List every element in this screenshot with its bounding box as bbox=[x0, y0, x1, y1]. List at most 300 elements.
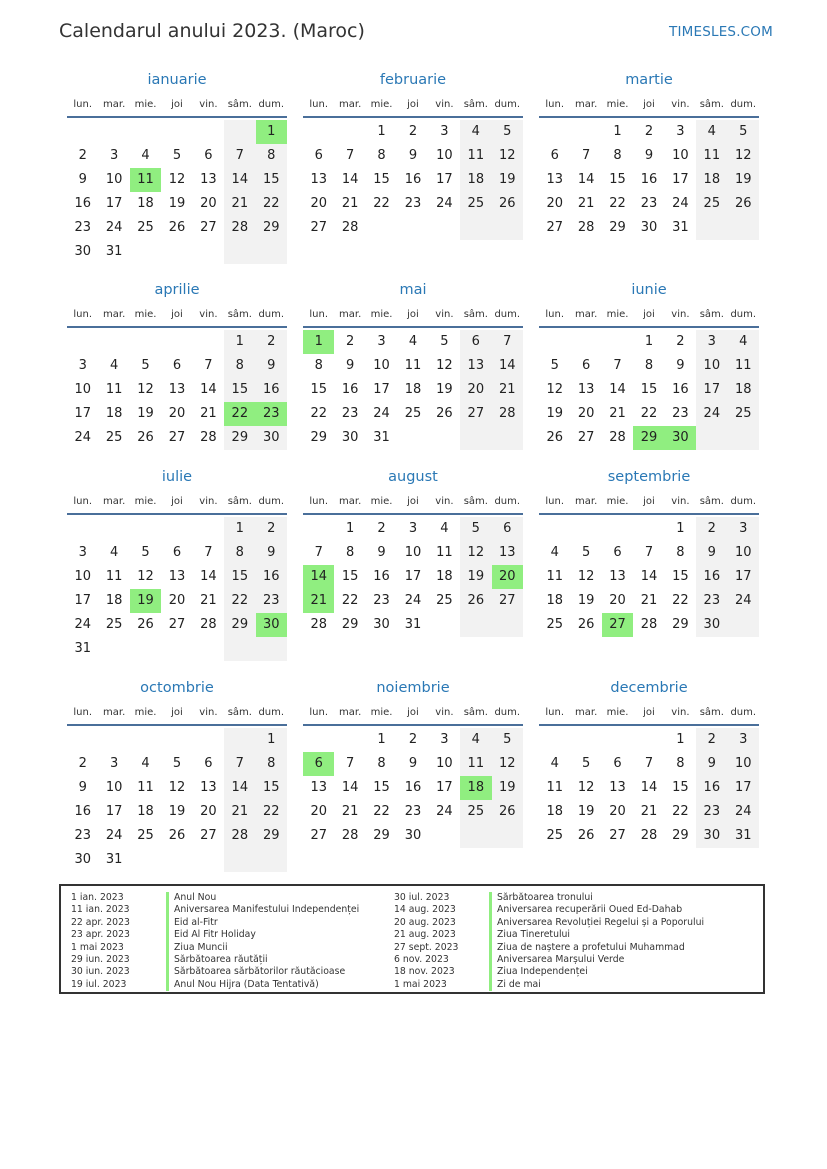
day-cell[interactable]: 9 bbox=[696, 541, 727, 565]
day-cell[interactable]: 2 bbox=[408, 732, 418, 747]
day-cell[interactable]: 22 bbox=[672, 804, 689, 819]
day-cell[interactable]: 12 bbox=[436, 358, 453, 373]
day-cell[interactable]: 4 bbox=[550, 756, 559, 771]
day-cell[interactable]: 27 bbox=[460, 402, 491, 426]
day-cell[interactable]: 4 bbox=[141, 148, 150, 163]
day-cell[interactable]: 2 bbox=[78, 756, 87, 771]
day-cell[interactable]: 25 bbox=[546, 617, 563, 632]
day-cell[interactable]: 10 bbox=[672, 148, 689, 163]
day-cell[interactable]: 21 bbox=[341, 804, 359, 819]
day-cell[interactable]: 3 bbox=[408, 521, 418, 536]
day-cell[interactable]: 13 bbox=[609, 569, 626, 584]
day-cell[interactable]: 19 bbox=[546, 406, 563, 421]
day-cell[interactable]: 15 bbox=[609, 172, 626, 187]
day-cell[interactable]: 28 bbox=[640, 617, 658, 632]
day-cell[interactable]: 7 bbox=[314, 545, 323, 560]
day-cell[interactable]: 3 bbox=[440, 124, 449, 139]
day-cell[interactable]: 3 bbox=[728, 517, 759, 541]
day-cell[interactable]: 29 bbox=[310, 430, 327, 445]
day-cell[interactable]: 15 bbox=[341, 569, 359, 584]
day-cell[interactable]: 3 bbox=[78, 358, 87, 373]
day-cell[interactable]: 8 bbox=[377, 148, 386, 163]
day-cell[interactable]: 26 bbox=[168, 828, 186, 843]
day-cell[interactable]: 25 bbox=[728, 402, 759, 426]
day-cell[interactable]: 26 bbox=[492, 192, 523, 216]
day-cell[interactable]: 21 bbox=[577, 196, 595, 211]
day-cell[interactable]: 14 bbox=[303, 565, 334, 589]
day-cell[interactable]: 22 bbox=[256, 800, 287, 824]
day-cell[interactable]: 28 bbox=[492, 402, 523, 426]
day-cell[interactable]: 27 bbox=[310, 220, 327, 235]
day-cell[interactable]: 21 bbox=[224, 192, 255, 216]
day-cell[interactable]: 22 bbox=[224, 402, 255, 426]
day-cell[interactable]: 2 bbox=[256, 330, 287, 354]
day-cell[interactable]: 19 bbox=[728, 168, 759, 192]
day-cell[interactable]: 16 bbox=[404, 172, 422, 187]
day-cell[interactable]: 10 bbox=[696, 354, 727, 378]
day-cell[interactable]: 26 bbox=[577, 617, 595, 632]
day-cell[interactable]: 4 bbox=[440, 521, 449, 536]
day-cell[interactable]: 13 bbox=[200, 172, 217, 187]
day-cell[interactable]: 26 bbox=[728, 192, 759, 216]
day-cell[interactable]: 24 bbox=[74, 617, 91, 632]
day-cell[interactable]: 18 bbox=[460, 776, 491, 800]
day-cell[interactable]: 17 bbox=[74, 406, 91, 421]
day-cell[interactable]: 21 bbox=[640, 804, 658, 819]
day-cell[interactable]: 8 bbox=[613, 148, 622, 163]
day-cell[interactable]: 27 bbox=[310, 828, 327, 843]
day-cell[interactable]: 2 bbox=[696, 517, 727, 541]
day-cell[interactable]: 15 bbox=[224, 378, 255, 402]
day-cell[interactable]: 5 bbox=[141, 545, 150, 560]
day-cell[interactable]: 24 bbox=[672, 196, 689, 211]
day-cell[interactable]: 25 bbox=[696, 192, 727, 216]
day-cell[interactable]: 24 bbox=[728, 589, 759, 613]
day-cell[interactable]: 14 bbox=[200, 382, 217, 397]
day-cell[interactable]: 27 bbox=[168, 430, 186, 445]
day-cell[interactable]: 15 bbox=[640, 382, 658, 397]
day-cell[interactable]: 31 bbox=[105, 244, 123, 259]
day-cell[interactable]: 31 bbox=[105, 852, 123, 867]
day-cell[interactable]: 21 bbox=[492, 378, 523, 402]
day-cell[interactable]: 11 bbox=[436, 545, 453, 560]
day-cell[interactable]: 6 bbox=[172, 358, 182, 373]
day-cell[interactable]: 7 bbox=[644, 545, 654, 560]
day-cell[interactable]: 8 bbox=[644, 358, 654, 373]
day-cell[interactable]: 30 bbox=[696, 613, 727, 637]
day-cell[interactable]: 5 bbox=[440, 334, 449, 349]
day-cell[interactable]: 13 bbox=[310, 172, 327, 187]
day-cell[interactable]: 27 bbox=[492, 589, 523, 613]
day-cell[interactable]: 3 bbox=[78, 545, 87, 560]
day-cell[interactable]: 17 bbox=[672, 172, 689, 187]
day-cell[interactable]: 7 bbox=[581, 148, 591, 163]
day-cell[interactable]: 27 bbox=[200, 828, 217, 843]
day-cell[interactable]: 22 bbox=[373, 804, 390, 819]
day-cell[interactable]: 22 bbox=[640, 406, 658, 421]
day-cell[interactable]: 27 bbox=[602, 613, 633, 637]
day-cell[interactable]: 8 bbox=[256, 144, 287, 168]
day-cell[interactable]: 7 bbox=[224, 752, 255, 776]
day-cell[interactable]: 4 bbox=[141, 756, 150, 771]
day-cell[interactable]: 16 bbox=[696, 776, 727, 800]
day-cell[interactable]: 28 bbox=[200, 430, 217, 445]
day-cell[interactable]: 30 bbox=[640, 220, 658, 235]
day-cell[interactable]: 8 bbox=[314, 358, 323, 373]
day-cell[interactable]: 17 bbox=[436, 780, 453, 795]
day-cell[interactable]: 14 bbox=[577, 172, 595, 187]
day-cell[interactable]: 13 bbox=[546, 172, 563, 187]
day-cell[interactable]: 1 bbox=[256, 728, 287, 752]
day-cell[interactable]: 17 bbox=[436, 172, 453, 187]
day-cell[interactable]: 9 bbox=[377, 545, 386, 560]
day-cell[interactable]: 1 bbox=[303, 330, 334, 354]
day-cell[interactable]: 23 bbox=[341, 406, 359, 421]
day-cell[interactable]: 16 bbox=[640, 172, 658, 187]
day-cell[interactable]: 20 bbox=[546, 196, 563, 211]
day-cell[interactable]: 30 bbox=[256, 426, 287, 450]
day-cell[interactable]: 28 bbox=[341, 828, 359, 843]
day-cell[interactable]: 24 bbox=[436, 804, 453, 819]
day-cell[interactable]: 14 bbox=[341, 780, 359, 795]
day-cell[interactable]: 29 bbox=[672, 617, 689, 632]
day-cell[interactable]: 12 bbox=[168, 172, 186, 187]
day-cell[interactable]: 30 bbox=[665, 426, 696, 450]
day-cell[interactable]: 2 bbox=[78, 148, 87, 163]
day-cell[interactable]: 26 bbox=[546, 430, 563, 445]
day-cell[interactable]: 9 bbox=[256, 541, 287, 565]
day-cell[interactable]: 6 bbox=[303, 752, 334, 776]
day-cell[interactable]: 23 bbox=[404, 804, 422, 819]
day-cell[interactable]: 24 bbox=[728, 800, 759, 824]
day-cell[interactable]: 13 bbox=[168, 569, 186, 584]
day-cell[interactable]: 29 bbox=[609, 220, 626, 235]
day-cell[interactable]: 28 bbox=[200, 617, 217, 632]
day-cell[interactable]: 18 bbox=[105, 593, 123, 608]
day-cell[interactable]: 1 bbox=[224, 330, 255, 354]
day-cell[interactable]: 11 bbox=[460, 752, 491, 776]
day-cell[interactable]: 20 bbox=[577, 406, 595, 421]
day-cell[interactable]: 2 bbox=[676, 334, 685, 349]
day-cell[interactable]: 27 bbox=[609, 828, 626, 843]
day-cell[interactable]: 25 bbox=[436, 593, 453, 608]
day-cell[interactable]: 15 bbox=[672, 569, 689, 584]
day-cell[interactable]: 9 bbox=[644, 148, 654, 163]
day-cell[interactable]: 14 bbox=[224, 776, 255, 800]
day-cell[interactable]: 17 bbox=[728, 565, 759, 589]
day-cell[interactable]: 11 bbox=[728, 354, 759, 378]
day-cell[interactable]: 9 bbox=[78, 172, 87, 187]
day-cell[interactable]: 7 bbox=[492, 330, 523, 354]
day-cell[interactable]: 13 bbox=[577, 382, 595, 397]
day-cell[interactable]: 23 bbox=[74, 220, 91, 235]
day-cell[interactable]: 23 bbox=[672, 406, 689, 421]
day-cell[interactable]: 4 bbox=[728, 330, 759, 354]
day-cell[interactable]: 16 bbox=[672, 382, 689, 397]
day-cell[interactable]: 17 bbox=[404, 569, 422, 584]
day-cell[interactable]: 23 bbox=[256, 402, 287, 426]
day-cell[interactable]: 6 bbox=[460, 330, 491, 354]
day-cell[interactable]: 28 bbox=[224, 824, 255, 848]
day-cell[interactable]: 6 bbox=[204, 756, 213, 771]
day-cell[interactable]: 5 bbox=[550, 358, 559, 373]
day-cell[interactable]: 30 bbox=[74, 244, 91, 259]
day-cell[interactable]: 9 bbox=[345, 358, 355, 373]
day-cell[interactable]: 16 bbox=[696, 565, 727, 589]
day-cell[interactable]: 22 bbox=[672, 593, 689, 608]
day-cell[interactable]: 20 bbox=[460, 378, 491, 402]
day-cell[interactable]: 2 bbox=[256, 517, 287, 541]
day-cell[interactable]: 18 bbox=[546, 593, 563, 608]
day-cell[interactable]: 8 bbox=[224, 541, 255, 565]
day-cell[interactable]: 20 bbox=[609, 593, 626, 608]
day-cell[interactable]: 6 bbox=[492, 517, 523, 541]
day-cell[interactable]: 24 bbox=[74, 430, 91, 445]
day-cell[interactable]: 22 bbox=[609, 196, 626, 211]
day-cell[interactable]: 16 bbox=[341, 382, 359, 397]
day-cell[interactable]: 17 bbox=[74, 593, 91, 608]
day-cell[interactable]: 26 bbox=[168, 220, 186, 235]
day-cell[interactable]: 17 bbox=[105, 804, 123, 819]
day-cell[interactable]: 31 bbox=[74, 641, 91, 656]
day-cell[interactable]: 10 bbox=[404, 545, 422, 560]
day-cell[interactable]: 30 bbox=[696, 824, 727, 848]
day-cell[interactable]: 16 bbox=[373, 569, 390, 584]
day-cell[interactable]: 22 bbox=[224, 589, 255, 613]
day-cell[interactable]: 30 bbox=[341, 430, 359, 445]
day-cell[interactable]: 28 bbox=[310, 617, 327, 632]
day-cell[interactable]: 9 bbox=[256, 354, 287, 378]
day-cell[interactable]: 6 bbox=[314, 148, 323, 163]
day-cell[interactable]: 8 bbox=[345, 545, 355, 560]
day-cell[interactable]: 12 bbox=[168, 780, 186, 795]
day-cell[interactable]: 1 bbox=[224, 517, 255, 541]
day-cell[interactable]: 4 bbox=[109, 358, 119, 373]
day-cell[interactable]: 1 bbox=[377, 124, 386, 139]
day-cell[interactable]: 4 bbox=[550, 545, 559, 560]
day-cell[interactable]: 13 bbox=[492, 541, 523, 565]
day-cell[interactable]: 23 bbox=[373, 593, 390, 608]
brand-logo[interactable]: TIMESLES.COM bbox=[669, 24, 773, 40]
day-cell[interactable]: 13 bbox=[168, 382, 186, 397]
day-cell[interactable]: 29 bbox=[341, 617, 359, 632]
day-cell[interactable]: 1 bbox=[256, 120, 287, 144]
day-cell[interactable]: 19 bbox=[168, 196, 186, 211]
day-cell[interactable]: 16 bbox=[256, 565, 287, 589]
day-cell[interactable]: 9 bbox=[78, 780, 87, 795]
day-cell[interactable]: 12 bbox=[577, 569, 595, 584]
day-cell[interactable]: 14 bbox=[224, 168, 255, 192]
day-cell[interactable]: 12 bbox=[492, 144, 523, 168]
day-cell[interactable]: 19 bbox=[168, 804, 186, 819]
day-cell[interactable]: 14 bbox=[609, 382, 626, 397]
day-cell[interactable]: 25 bbox=[546, 828, 563, 843]
day-cell[interactable]: 10 bbox=[436, 148, 453, 163]
day-cell[interactable]: 29 bbox=[373, 828, 390, 843]
day-cell[interactable]: 31 bbox=[728, 824, 759, 848]
day-cell[interactable]: 6 bbox=[204, 148, 213, 163]
day-cell[interactable]: 13 bbox=[609, 780, 626, 795]
day-cell[interactable]: 16 bbox=[404, 780, 422, 795]
day-cell[interactable]: 19 bbox=[577, 593, 595, 608]
day-cell[interactable]: 24 bbox=[373, 406, 390, 421]
day-cell[interactable]: 1 bbox=[644, 334, 654, 349]
day-cell[interactable]: 27 bbox=[200, 220, 217, 235]
day-cell[interactable]: 14 bbox=[492, 354, 523, 378]
day-cell[interactable]: 4 bbox=[460, 120, 491, 144]
day-cell[interactable]: 3 bbox=[440, 732, 449, 747]
day-cell[interactable]: 22 bbox=[373, 196, 390, 211]
day-cell[interactable]: 11 bbox=[130, 168, 161, 192]
day-cell[interactable]: 26 bbox=[492, 800, 523, 824]
day-cell[interactable]: 19 bbox=[130, 589, 161, 613]
day-cell[interactable]: 8 bbox=[676, 756, 685, 771]
day-cell[interactable]: 13 bbox=[460, 354, 491, 378]
day-cell[interactable]: 12 bbox=[492, 752, 523, 776]
day-cell[interactable]: 24 bbox=[105, 828, 123, 843]
day-cell[interactable]: 31 bbox=[373, 430, 390, 445]
day-cell[interactable]: 13 bbox=[310, 780, 327, 795]
day-cell[interactable]: 6 bbox=[550, 148, 559, 163]
day-cell[interactable]: 22 bbox=[310, 406, 327, 421]
day-cell[interactable]: 20 bbox=[200, 196, 217, 211]
day-cell[interactable]: 3 bbox=[109, 148, 119, 163]
day-cell[interactable]: 10 bbox=[74, 569, 91, 584]
day-cell[interactable]: 7 bbox=[644, 756, 654, 771]
day-cell[interactable]: 25 bbox=[105, 430, 123, 445]
day-cell[interactable]: 10 bbox=[728, 541, 759, 565]
day-cell[interactable]: 22 bbox=[256, 192, 287, 216]
day-cell[interactable]: 24 bbox=[696, 402, 727, 426]
day-cell[interactable]: 26 bbox=[137, 617, 154, 632]
day-cell[interactable]: 20 bbox=[310, 196, 327, 211]
day-cell[interactable]: 20 bbox=[168, 406, 186, 421]
day-cell[interactable]: 19 bbox=[492, 776, 523, 800]
day-cell[interactable]: 27 bbox=[546, 220, 563, 235]
day-cell[interactable]: 24 bbox=[436, 196, 453, 211]
day-cell[interactable]: 1 bbox=[345, 521, 355, 536]
day-cell[interactable]: 15 bbox=[373, 780, 390, 795]
day-cell[interactable]: 14 bbox=[200, 569, 217, 584]
day-cell[interactable]: 10 bbox=[373, 358, 390, 373]
day-cell[interactable]: 16 bbox=[256, 378, 287, 402]
day-cell[interactable]: 18 bbox=[728, 378, 759, 402]
day-cell[interactable]: 20 bbox=[310, 804, 327, 819]
day-cell[interactable]: 5 bbox=[728, 120, 759, 144]
day-cell[interactable]: 5 bbox=[172, 148, 182, 163]
day-cell[interactable]: 5 bbox=[141, 358, 150, 373]
day-cell[interactable]: 23 bbox=[404, 196, 422, 211]
day-cell[interactable]: 8 bbox=[377, 756, 386, 771]
day-cell[interactable]: 23 bbox=[696, 589, 727, 613]
day-cell[interactable]: 19 bbox=[577, 804, 595, 819]
day-cell[interactable]: 21 bbox=[640, 593, 658, 608]
day-cell[interactable]: 9 bbox=[676, 358, 685, 373]
day-cell[interactable]: 7 bbox=[224, 144, 255, 168]
day-cell[interactable]: 10 bbox=[105, 780, 123, 795]
day-cell[interactable]: 5 bbox=[581, 756, 591, 771]
day-cell[interactable]: 18 bbox=[105, 406, 123, 421]
day-cell[interactable]: 23 bbox=[74, 828, 91, 843]
day-cell[interactable]: 23 bbox=[696, 800, 727, 824]
day-cell[interactable]: 21 bbox=[224, 800, 255, 824]
day-cell[interactable]: 12 bbox=[137, 382, 154, 397]
day-cell[interactable]: 24 bbox=[404, 593, 422, 608]
day-cell[interactable]: 16 bbox=[74, 804, 91, 819]
day-cell[interactable]: 5 bbox=[492, 728, 523, 752]
day-cell[interactable]: 11 bbox=[105, 569, 123, 584]
day-cell[interactable]: 28 bbox=[577, 220, 595, 235]
day-cell[interactable]: 9 bbox=[696, 752, 727, 776]
day-cell[interactable]: 11 bbox=[137, 780, 154, 795]
day-cell[interactable]: 25 bbox=[137, 828, 154, 843]
day-cell[interactable]: 5 bbox=[172, 756, 182, 771]
day-cell[interactable]: 2 bbox=[408, 124, 418, 139]
day-cell[interactable]: 11 bbox=[696, 144, 727, 168]
day-cell[interactable]: 8 bbox=[224, 354, 255, 378]
day-cell[interactable]: 7 bbox=[345, 756, 355, 771]
day-cell[interactable]: 26 bbox=[577, 828, 595, 843]
day-cell[interactable]: 3 bbox=[728, 728, 759, 752]
day-cell[interactable]: 2 bbox=[696, 728, 727, 752]
day-cell[interactable]: 29 bbox=[256, 216, 287, 240]
day-cell[interactable]: 30 bbox=[373, 617, 390, 632]
day-cell[interactable]: 21 bbox=[341, 196, 359, 211]
day-cell[interactable]: 25 bbox=[460, 800, 491, 824]
day-cell[interactable]: 1 bbox=[676, 732, 685, 747]
day-cell[interactable]: 1 bbox=[613, 124, 622, 139]
day-cell[interactable]: 17 bbox=[105, 196, 123, 211]
day-cell[interactable]: 3 bbox=[377, 334, 386, 349]
day-cell[interactable]: 19 bbox=[137, 406, 154, 421]
day-cell[interactable]: 11 bbox=[546, 569, 563, 584]
day-cell[interactable]: 2 bbox=[377, 521, 386, 536]
day-cell[interactable]: 18 bbox=[137, 804, 154, 819]
day-cell[interactable]: 10 bbox=[105, 172, 123, 187]
day-cell[interactable]: 19 bbox=[492, 168, 523, 192]
day-cell[interactable]: 18 bbox=[546, 804, 563, 819]
day-cell[interactable]: 14 bbox=[640, 780, 658, 795]
day-cell[interactable]: 4 bbox=[696, 120, 727, 144]
day-cell[interactable]: 15 bbox=[310, 382, 327, 397]
day-cell[interactable]: 18 bbox=[404, 382, 422, 397]
day-cell[interactable]: 29 bbox=[633, 426, 664, 450]
day-cell[interactable]: 21 bbox=[200, 593, 217, 608]
day-cell[interactable]: 10 bbox=[436, 756, 453, 771]
day-cell[interactable]: 15 bbox=[672, 780, 689, 795]
day-cell[interactable]: 21 bbox=[303, 589, 334, 613]
day-cell[interactable]: 1 bbox=[676, 521, 685, 536]
day-cell[interactable]: 2 bbox=[345, 334, 355, 349]
day-cell[interactable]: 10 bbox=[728, 752, 759, 776]
day-cell[interactable]: 25 bbox=[460, 192, 491, 216]
day-cell[interactable]: 29 bbox=[672, 828, 689, 843]
day-cell[interactable]: 15 bbox=[256, 776, 287, 800]
day-cell[interactable]: 20 bbox=[492, 565, 523, 589]
day-cell[interactable]: 18 bbox=[696, 168, 727, 192]
day-cell[interactable]: 28 bbox=[341, 220, 359, 235]
day-cell[interactable]: 20 bbox=[609, 804, 626, 819]
day-cell[interactable]: 8 bbox=[676, 545, 685, 560]
day-cell[interactable]: 25 bbox=[137, 220, 154, 235]
day-cell[interactable]: 1 bbox=[377, 732, 386, 747]
day-cell[interactable]: 23 bbox=[256, 589, 287, 613]
day-cell[interactable]: 3 bbox=[696, 330, 727, 354]
day-cell[interactable]: 15 bbox=[373, 172, 390, 187]
day-cell[interactable]: 6 bbox=[172, 545, 182, 560]
day-cell[interactable]: 19 bbox=[436, 382, 453, 397]
day-cell[interactable]: 25 bbox=[404, 406, 422, 421]
